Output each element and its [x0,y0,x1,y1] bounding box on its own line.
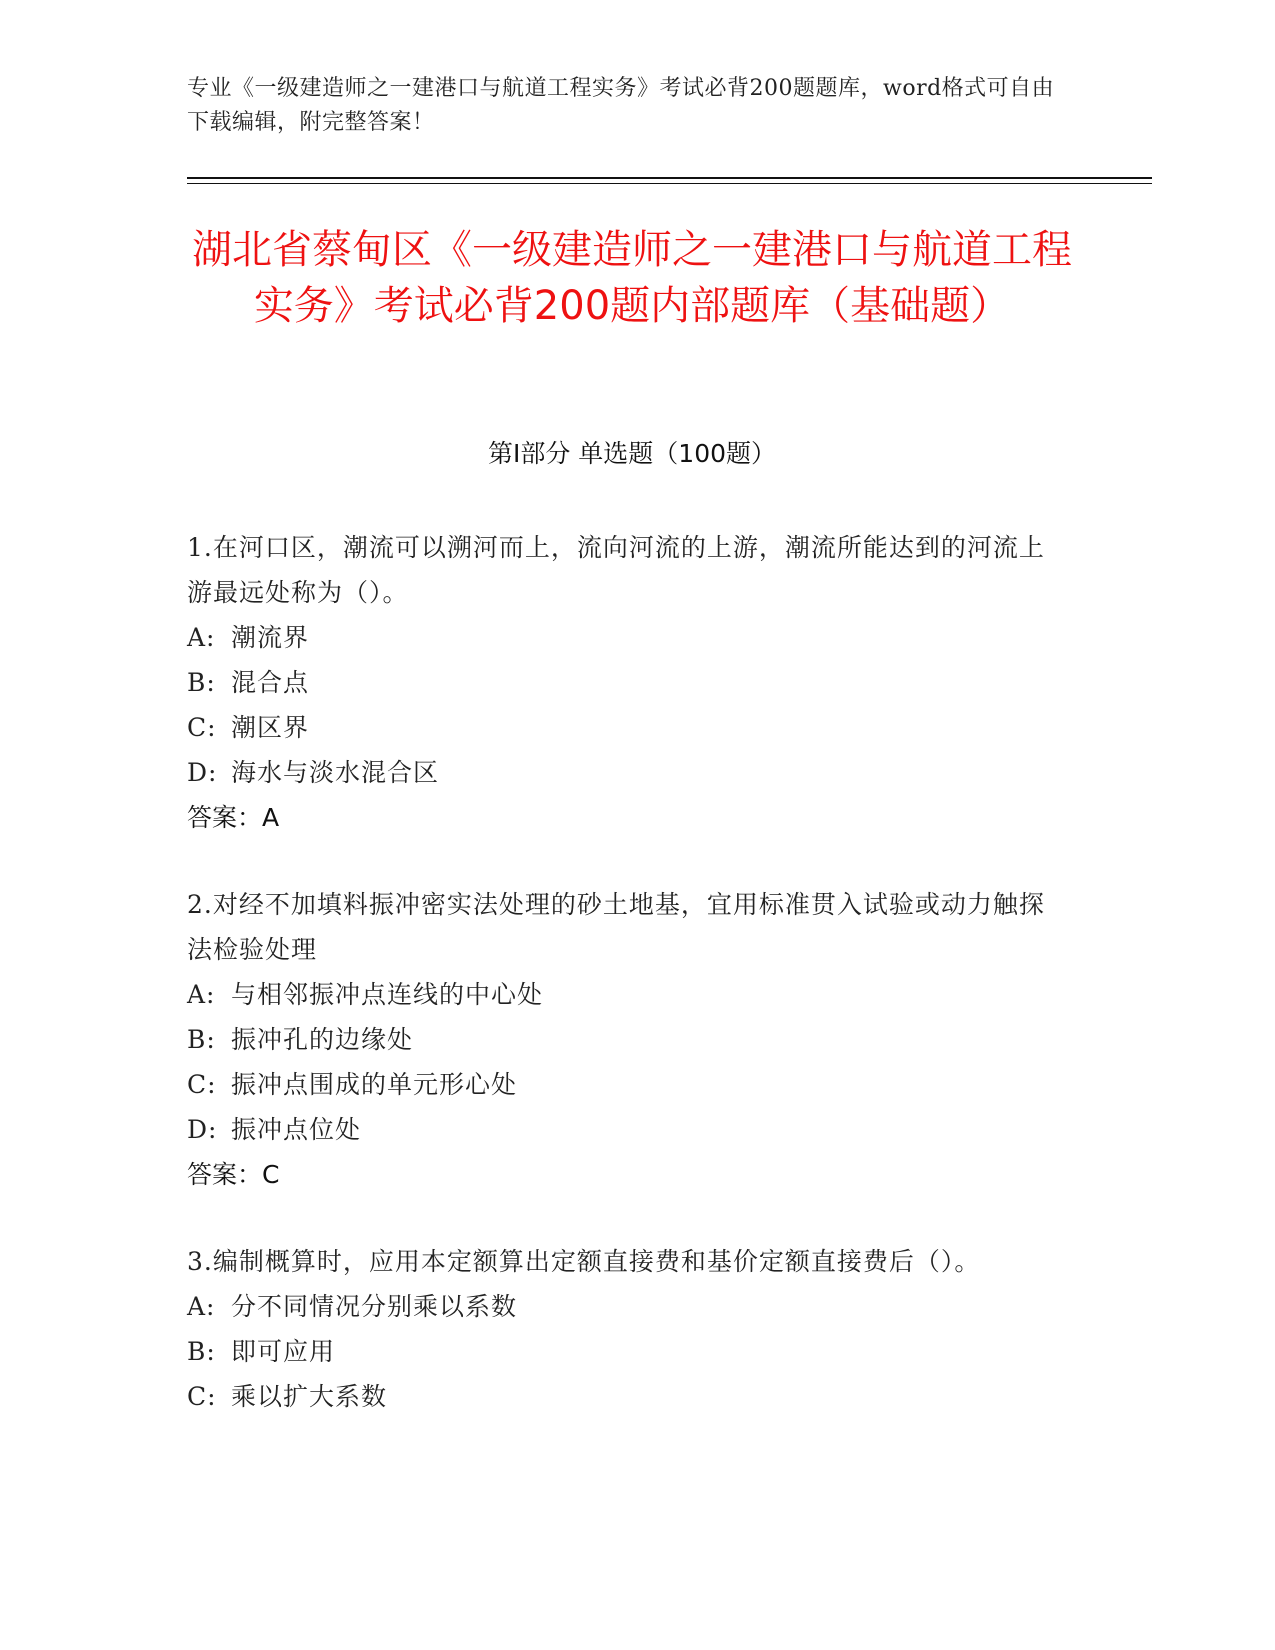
header-note: 专业《一级建造师之一建港口与航道工程实务》考试必背200题题库，word格式可自由下载编辑，附完整答案！ [187,76,1055,135]
answer-line: 答案：A [187,803,280,832]
option-text: 振冲孔的边缘处 [231,1025,414,1054]
option-text: 振冲点围成的单元形心处 [231,1070,518,1099]
option-c [187,1062,1067,1107]
option-key: D: [187,1115,218,1144]
document-title: 湖北省蔡甸区《一级建造师之一建港口与航道工程实务》考试必背200题内部题库（基础题） [192,227,1072,329]
question-item [187,1239,1067,1419]
option-key: C: [187,1070,217,1099]
option-key: A: [187,1292,216,1321]
option-text: 与相邻振冲点连线的中心处 [231,980,544,1009]
option-text: 潮流界 [231,623,310,652]
option-text: 混合点 [231,668,310,697]
question-stem: 1.在河口区，潮流可以溯河而上，流向河流的上游，潮流所能达到的河流上游最远处称为（）。 [187,533,1045,607]
option-a [187,972,1067,1017]
option-key: C: [187,713,217,742]
question-stem: 2.对经不加填料振冲密实法处理的砂土地基，宜用标准贯入试验或动力触探法检验处理 [187,890,1045,964]
option-c [187,705,1067,750]
question-stem: 3.编制概算时，应用本定额算出定额直接费和基价定额直接费后（）。 [187,1247,981,1276]
option-b [187,1329,1067,1374]
option-key: B: [187,1337,216,1366]
option-text: 分不同情况分别乘以系数 [231,1292,518,1321]
option-text: 海水与淡水混合区 [231,758,440,787]
header-divider-thick [187,177,1152,179]
option-b [187,1017,1067,1062]
option-text: 乘以扩大系数 [231,1382,388,1411]
section-title: 第Ⅰ部分 单选题（100题） [487,439,777,468]
option-text: 潮区界 [231,713,310,742]
option-a [187,1284,1067,1329]
header-divider-thin [187,183,1152,184]
option-d [187,750,1067,795]
option-key: A: [187,980,216,1009]
option-b [187,660,1067,705]
option-key: D: [187,758,218,787]
question-item [187,525,1067,840]
option-text: 即可应用 [231,1337,336,1366]
option-a [187,615,1067,660]
option-c [187,1374,1067,1419]
option-key: A: [187,623,216,652]
question-item [187,882,1067,1197]
option-key: C: [187,1382,217,1411]
option-key: B: [187,1025,216,1054]
option-key: B: [187,668,216,697]
option-text: 振冲点位处 [231,1115,362,1144]
question-list [187,525,1067,1461]
option-d [187,1107,1067,1152]
answer-line: 答案：C [187,1160,280,1189]
